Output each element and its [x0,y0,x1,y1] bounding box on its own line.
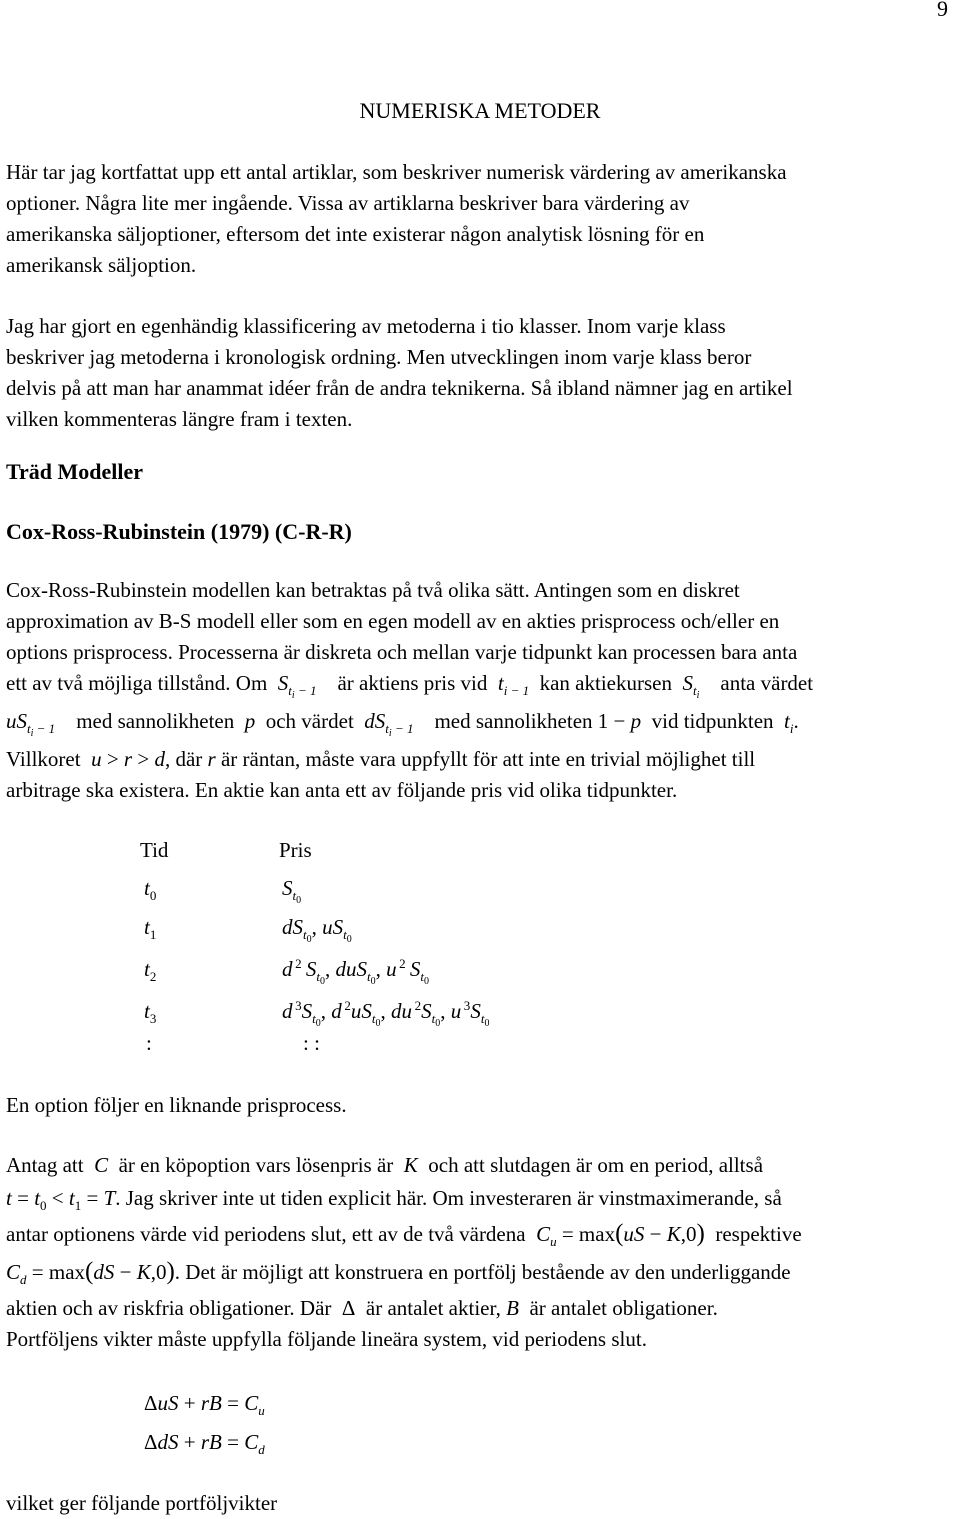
text-fragment: antar optionens värde vid periodens slut, ett av de två värdena [6,1222,526,1246]
text-fragment: vid tidpunkten [651,709,774,733]
text-fragment: Antag att [6,1153,84,1177]
table-header-price: Pris [279,838,312,862]
math-expression: $S_{t_i - 1}$ [277,671,317,701]
text-line: delvis på att man har anammat idéer från de andra teknikerna. Så ibland nämner jag en artikel [6,376,793,400]
text-fragment: och värdet [265,709,354,733]
text-fragment: aktien och av riskfria obligationer. Där [6,1296,332,1320]
text-fragment: med sannolikheten [76,709,235,733]
table-ellipsis: : [146,1031,152,1055]
table-time-cell: $t_2$ [144,957,157,984]
text-fragment: är aktiens pris vid [337,671,488,695]
math-expression: C [94,1153,109,1177]
table-price-cell: $S_{t_0}$ [282,876,302,906]
equation: ΔdS + rB = $C_d$ [144,1430,265,1457]
table-price-cell: d $^2$ $S_{t_0}$, duS$_{t_0}$, u $^2$ $S_{t_0}$ [282,956,430,987]
text-fragment: ett av två möjliga tillstånd. Om [6,671,268,695]
section-heading: Träd Modeller [6,459,144,484]
table-price-cell: d $^3S_{t_0}$, d $^2uS_{t_0}$, du $^2S_{t_0}$, u $^3S_{t_0}$ [282,998,490,1029]
text-fragment: är antalet obligationer. [529,1296,718,1320]
text-line [6,1257,791,1288]
text-fragment: . Det är möjligt att konstruera en portfölj bestående av den underliggande [174,1260,791,1284]
text-line: beskriver jag metoderna i kronologisk ordning. Men utvecklingen inom varje klass beror [6,345,752,369]
math-expression: $t_{i - 1}$ [497,671,530,698]
text-line [6,668,813,699]
text-fragment: anta värdet [720,671,814,695]
text-line: amerikanska säljoptioner, eftersom det inte existerar någon analytisk lösning för en [6,222,705,246]
text-line: vilket ger följande portföljvikter [6,1491,278,1515]
text-line: $uS_{t_i - 1}$ med sannolikheten p och värdet $dS_{t_i - 1}$ med sannolikheten 1 − p vid tidpunkten $t_i$. [6,709,799,739]
math-expression: $t_i$ [784,709,794,736]
math-expression: $t = t_0 < t_1 = T$ [6,1186,116,1213]
text-line: En option följer en liknande prisprocess. [6,1093,347,1117]
text-fragment: med sannolikheten [434,709,593,733]
text-line: Jag har gjort en egenhändig klassificering av metoderna i tio klasser. Inom varje klass [6,314,726,338]
text-fragment: . Jag skriver inte ut tiden explicit här. Om investeraren är vinstmaximerande, så [115,1186,782,1210]
text-fragment: kan aktiekursen [539,671,672,695]
table-price-cell: $dS_{t_0}$, $uS_{t_0}$ [282,915,352,945]
delta-symbol: Δ [341,1296,356,1320]
math-expression: B [506,1296,519,1320]
math-expression: r [207,747,216,771]
text-line [6,744,755,775]
text-fragment: Villkoret [6,747,81,771]
text-line [6,1219,802,1250]
text-line [6,1293,718,1324]
page-title: NUMERISKA METODER [359,98,601,123]
text-fragment: , där [164,747,203,771]
table-ellipsis: : : [303,1031,320,1055]
text-line: Cox-Ross-Rubinstein modellen kan betraktas på två olika sätt. Antingen som en diskret [6,578,740,602]
text-fragment: respektive [715,1222,802,1246]
text-line: vilken kommenteras längre fram i texten. [6,407,353,431]
math-expression: $uS_{t_i - 1}$ [6,709,56,739]
text-line: arbitrage ska existera. En aktie kan anta ett av följande pris vid olika tidpunkter. [6,778,678,802]
math-expression: K [403,1153,418,1177]
math-expression: 1 − p [597,709,642,733]
math-expression: $C_d = \max(dS - K,0)$ [6,1258,175,1287]
text-line: options prisprocess. Processerna är diskreta och mellan varje tidpunkt kan processen bara anta [6,640,798,664]
text-fragment: är räntan, måste vara uppfyllt för att inte en trivial möjlighet till [220,747,756,771]
text-line: approximation av B-S modell eller som en egen modell av en akties prisprocess och/eller en [6,609,780,633]
text-fragment: och att slutdagen är om en period, alltså [428,1153,764,1177]
table-time-cell: $t_0$ [144,876,157,903]
text-line: Här tar jag kortfattat upp ett antal artiklar, som beskriver numerisk värdering av amerikanska [6,160,787,184]
text-line: amerikansk säljoption. [6,253,197,277]
table-time-cell: $t_3$ [144,999,157,1026]
page-number: 9 [937,0,948,21]
text-fragment: är en köpoption vars lösenpris är [118,1153,394,1177]
text-line: optioner. Några lite mer ingående. Vissa av artiklarna beskriver bara värdering av [6,191,690,215]
table-header-time: Tid [140,838,169,862]
table-time-cell: $t_1$ [144,915,157,942]
text-line [6,1150,763,1181]
math-expression: u > r > d [91,747,165,771]
subsection-heading: Cox-Ross-Rubinstein (1979) (C-R-R) [6,519,352,544]
math-expression: $C_u = \max(uS - K,0)$ [536,1220,705,1249]
math-expression: $dS_{t_i - 1}$ [364,709,414,739]
text-line [6,1183,782,1214]
math-expression: $S_{t_i}$ [682,671,700,701]
equation: ΔuS + rB = $C_u$ [144,1391,265,1418]
text-fragment: är antalet aktier, [365,1296,501,1320]
text-line: Portföljens vikter måste uppfylla följande lineära system, vid periodens slut. [6,1327,647,1351]
math-expression: p [244,709,256,733]
